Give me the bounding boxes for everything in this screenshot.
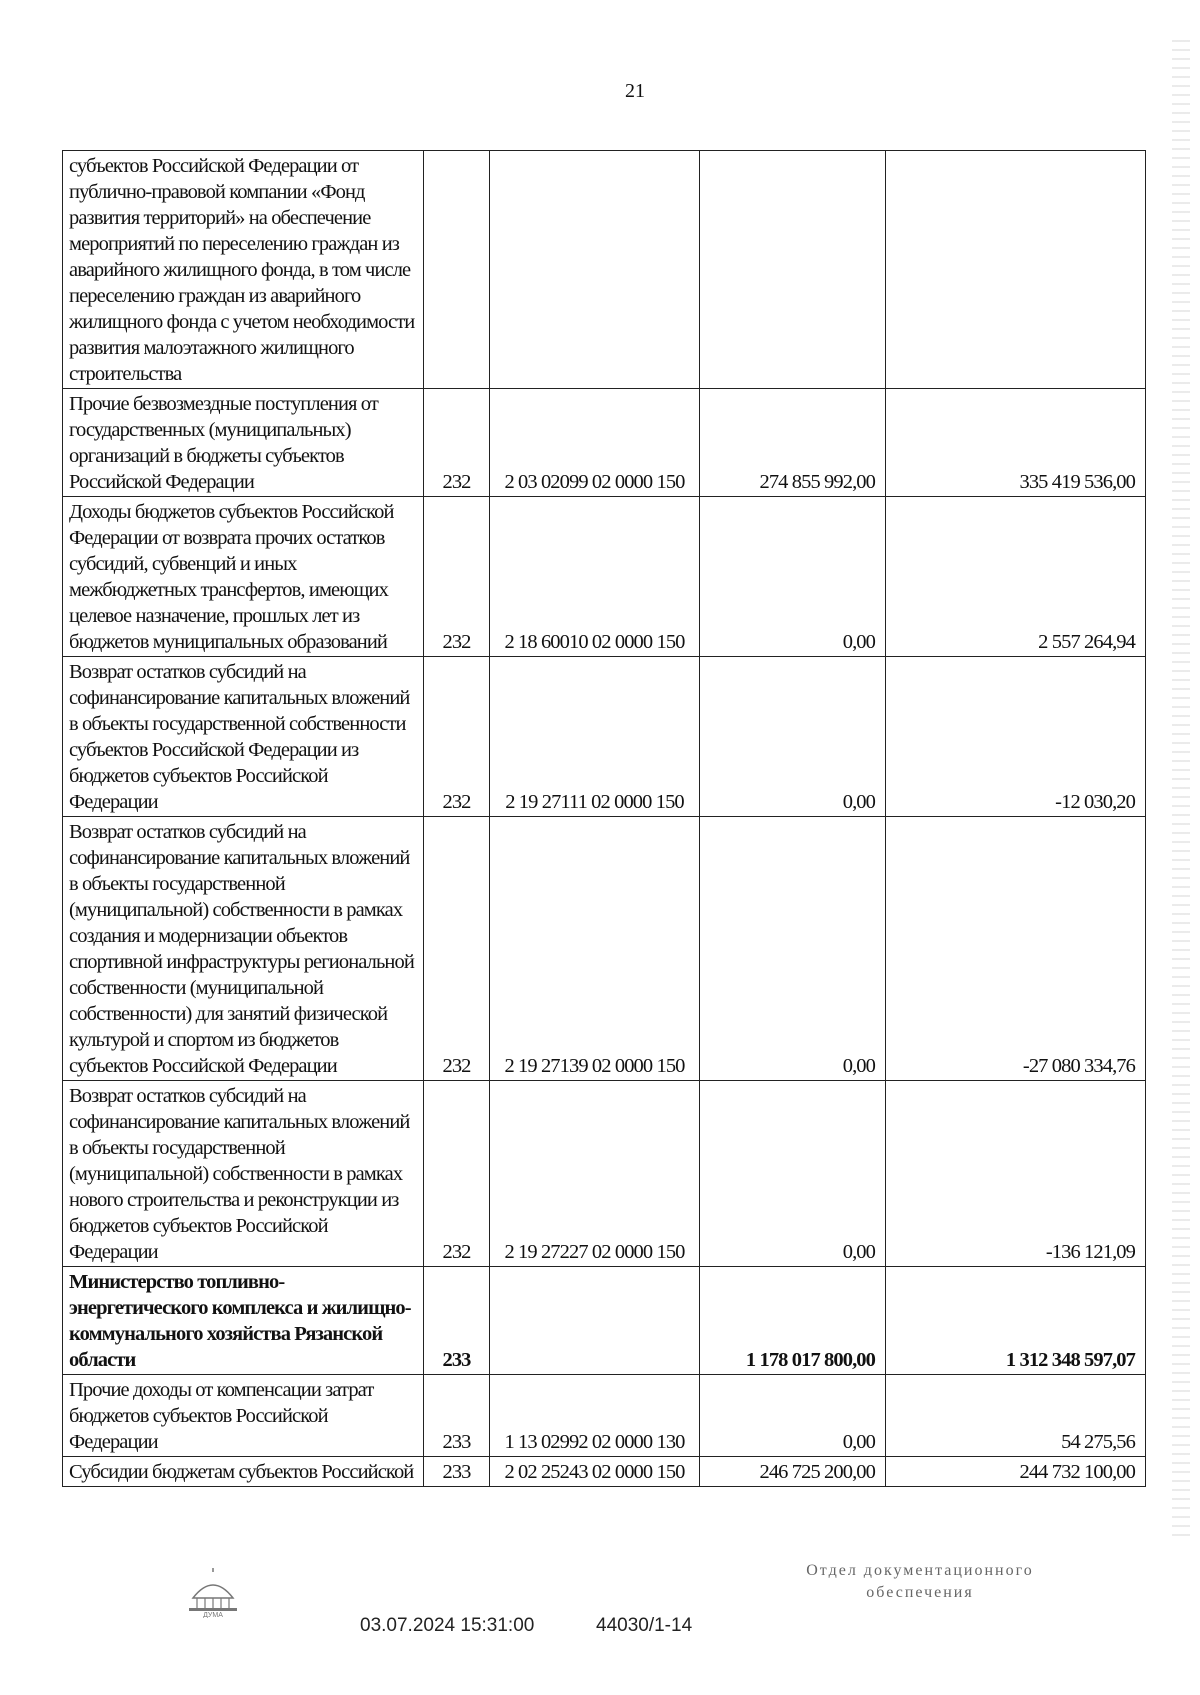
row-name-cell: Субсидии бюджетам субъектов Российской: [63, 1457, 424, 1487]
kbk-code-cell: 2 02 25243 02 0000 150: [490, 1457, 700, 1487]
duma-logo-icon: [185, 1568, 241, 1618]
fact-amount-cell: 54 275,56: [886, 1375, 1146, 1457]
kbk-code-cell: 1 13 02992 02 0000 130: [490, 1375, 700, 1457]
row-name-cell: Министерство топливно-энергетического комплекса и жилищно-коммунального хозяйства Рязанской области: [63, 1267, 424, 1375]
duma-logo-text: ДУМА: [203, 1612, 223, 1618]
admin-code-cell: [424, 151, 490, 389]
table-row: [63, 1457, 1146, 1487]
fact-amount-cell: 335 419 536,00: [886, 389, 1146, 497]
plan-amount-cell: 274 855 992,00: [700, 389, 886, 497]
table-row: [63, 817, 1146, 1081]
stamp-line-1: Отдел документационного: [806, 1562, 1034, 1579]
admin-code-cell: 232: [424, 657, 490, 817]
kbk-code-cell: [490, 151, 700, 389]
fact-amount-cell: [886, 151, 1146, 389]
admin-code-cell: 232: [424, 389, 490, 497]
table-row: [63, 1081, 1146, 1267]
scan-edge-artifact: [1172, 40, 1190, 1540]
page-number: 21: [625, 80, 645, 102]
row-name-cell: субъектов Российской Федерации от публично-правовой компании «Фонд развития территорий» на обеспечение мероприятий по переселению граждан из аварийного жилищного фонда, в том числе переселению граждан из аварийного жилищного фонда с учетом необходимости развития малоэтажного жилищного строительства: [63, 151, 424, 389]
stamp-line-2: обеспечения: [866, 1584, 974, 1601]
row-name-cell: Возврат остатков субсидий на софинансирование капитальных вложений в объекты государственной (муниципальной) собственности в рамках создания и модернизации объектов спортивной инфраструктуры региональной собственности (муниципальной собственности) для занятий физической культурой и спортом из бюджетов субъектов Российской Федерации: [63, 817, 424, 1081]
row-name-cell: Доходы бюджетов субъектов Российской Федерации от возврата прочих остатков субсидий, субвенций и иных межбюджетных трансфертов, имеющих целевое назначение, прошлых лет из бюджетов муниципальных образований: [63, 497, 424, 657]
kbk-code-cell: [490, 1267, 700, 1375]
fact-amount-cell: -12 030,20: [886, 657, 1146, 817]
table-row: [63, 1267, 1146, 1375]
kbk-code-cell: 2 19 27139 02 0000 150: [490, 817, 700, 1081]
fact-amount-cell: 1 312 348 597,07: [886, 1267, 1146, 1375]
department-stamp: [775, 1560, 1065, 1604]
admin-code-cell: 233: [424, 1267, 490, 1375]
row-name-cell: Прочие безвозмездные поступления от государственных (муниципальных) организаций в бюджеты субъектов Российской Федерации: [63, 389, 424, 497]
admin-code-cell: 233: [424, 1457, 490, 1487]
fact-amount-cell: -27 080 334,76: [886, 817, 1146, 1081]
table-row: [63, 1375, 1146, 1457]
table-row: [63, 151, 1146, 389]
kbk-code-cell: 2 19 27227 02 0000 150: [490, 1081, 700, 1267]
row-name-cell: Прочие доходы от компенсации затрат бюджетов субъектов Российской Федерации: [63, 1375, 424, 1457]
plan-amount-cell: 0,00: [700, 1375, 886, 1457]
admin-code-cell: 233: [424, 1375, 490, 1457]
admin-code-cell: 232: [424, 497, 490, 657]
admin-code-cell: 232: [424, 817, 490, 1081]
admin-code-cell: 232: [424, 1081, 490, 1267]
table-row: [63, 497, 1146, 657]
plan-amount-cell: 0,00: [700, 1081, 886, 1267]
revenue-table: [62, 150, 1146, 1487]
fact-amount-cell: 2 557 264,94: [886, 497, 1146, 657]
fact-amount-cell: 244 732 100,00: [886, 1457, 1146, 1487]
registration-number: 44030/1-14: [596, 1615, 693, 1636]
row-name-cell: Возврат остатков субсидий на софинансирование капитальных вложений в объекты государственной собственности субъектов Российской Федерации из бюджетов субъектов Российской Федерации: [63, 657, 424, 817]
table-row: [63, 389, 1146, 497]
plan-amount-cell: 0,00: [700, 497, 886, 657]
kbk-code-cell: 2 18 60010 02 0000 150: [490, 497, 700, 657]
kbk-code-cell: 2 03 02099 02 0000 150: [490, 389, 700, 497]
table-row: [63, 657, 1146, 817]
plan-amount-cell: [700, 151, 886, 389]
kbk-code-cell: 2 19 27111 02 0000 150: [490, 657, 700, 817]
plan-amount-cell: 0,00: [700, 817, 886, 1081]
print-datetime: 03.07.2024 15:31:00: [360, 1615, 535, 1636]
fact-amount-cell: -136 121,09: [886, 1081, 1146, 1267]
row-name-cell: Возврат остатков субсидий на софинансирование капитальных вложений в объекты государственной (муниципальной) собственности в рамках нового строительства и реконструкции из бюджетов субъектов Российской Федерации: [63, 1081, 424, 1267]
plan-amount-cell: 0,00: [700, 657, 886, 817]
plan-amount-cell: 1 178 017 800,00: [700, 1267, 886, 1375]
plan-amount-cell: 246 725 200,00: [700, 1457, 886, 1487]
